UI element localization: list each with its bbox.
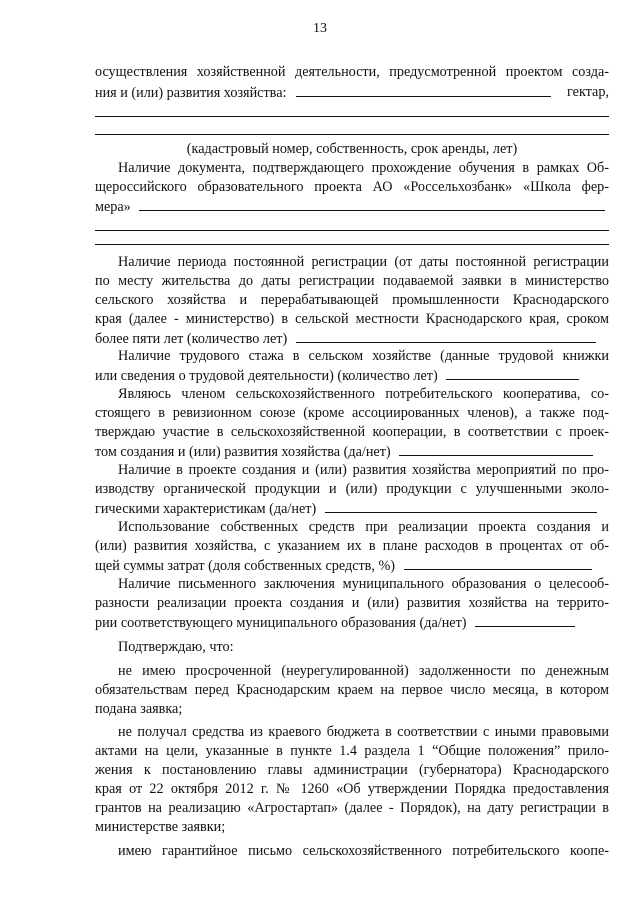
land-details-field-1[interactable] bbox=[95, 116, 609, 117]
no-funds-line-6: министерстве заявки; bbox=[95, 819, 226, 835]
organic-answer-field[interactable] bbox=[325, 498, 597, 513]
registration-text-line-3: сельского хозяйства и перерабатывающей промышленности Краснодарского bbox=[95, 292, 609, 308]
land-text-label: ния и (или) развития хозяйства: bbox=[95, 85, 287, 101]
confirm-heading: Подтверждаю, что: bbox=[118, 639, 234, 655]
registration-text-line-5 bbox=[95, 328, 609, 348]
own-funds-text-line-2: (или) развития хозяйства, с указанием их в плане расходов в процентах от об- bbox=[95, 538, 609, 554]
no-funds-line-5: грантов на реализацию «Агростартап» (далее - Порядок), на дату регистрации в bbox=[95, 800, 609, 816]
experience-text-label: или сведения о трудовой деятельности) (количество лет) bbox=[95, 368, 438, 384]
registration-years-field[interactable] bbox=[296, 328, 596, 343]
organic-text-line-1: Наличие в проекте создания и (или) развития хозяйства мероприятий по про- bbox=[118, 462, 609, 478]
own-funds-text-line-1: Использование собственных средств при реализации проекта создания и bbox=[118, 519, 609, 535]
cooperative-text-line-1: Являюсь членом сельскохозяйственного потребительского кооператива, со- bbox=[118, 386, 609, 402]
land-unit-label: гектар, bbox=[567, 84, 609, 100]
training-text-line-2: щероссийского образовательного проекта АО «Россельхозбанк» «Школа фер- bbox=[95, 179, 609, 195]
organic-text-label: гическими характеристикам (да/нет) bbox=[95, 501, 317, 517]
training-document-field[interactable] bbox=[139, 196, 605, 211]
organic-text-line-3 bbox=[95, 498, 609, 518]
land-details-caption: (кадастровый номер, собственность, срок аренды, лет) bbox=[186, 141, 518, 157]
guarantee-letter-line-1: имею гарантийное письмо сельскохозяйственного потребительского коопе- bbox=[118, 843, 609, 859]
registration-text-label: более пяти лет (количество лет) bbox=[95, 331, 288, 347]
experience-text-line-1: Наличие трудового стажа в сельском хозяйстве (данные трудовой книжки bbox=[118, 348, 609, 364]
experience-years-field[interactable] bbox=[446, 365, 579, 380]
cooperative-text-line-3: тверждаю участие в сельскохозяйственной кооперации, в соответствии с проек- bbox=[95, 424, 609, 440]
municipal-text-line-3 bbox=[95, 612, 609, 632]
no-funds-line-2: актами на цели, указанные в пункте 1.4 раздела 1 “Общие положения” прило- bbox=[95, 743, 609, 759]
page-number: 13 bbox=[313, 21, 327, 36]
no-funds-line-4: края от 22 октября 2012 г. № 1260 «Об утверждении Порядка предоставления bbox=[95, 781, 609, 797]
no-debt-line-1: не имею просроченной (неурегулированной) задолженности по денежным bbox=[118, 663, 609, 679]
land-details-field-2[interactable] bbox=[95, 134, 609, 135]
land-text-line-2 bbox=[95, 82, 609, 102]
municipal-text-label: рии соответствующего муниципального образования (да/нет) bbox=[95, 615, 467, 631]
no-debt-line-2: обязательствам перед Краснодарским краем на первое число месяца, в котором bbox=[95, 682, 609, 698]
cooperative-answer-field[interactable] bbox=[399, 441, 593, 456]
registration-text-line-2: по месту жительства до даты регистрации подаваемой заявки в министерство bbox=[95, 273, 609, 289]
municipal-text-line-2: разности реализации проекта создания и (или) развития хозяйства на террито- bbox=[95, 595, 609, 611]
no-funds-line-1: не получал средства из краевого бюджета в соответствии с иными правовыми bbox=[118, 724, 609, 740]
experience-text-line-2 bbox=[95, 365, 609, 385]
organic-text-line-2: изводству органической продукции и (или) продукции с улучшенными эколо- bbox=[95, 481, 609, 497]
cooperative-text-label: том создания и (или) развития хозяйства (да/нет) bbox=[95, 444, 391, 460]
registration-text-line-1: Наличие периода постоянной регистрации (от даты постоянной регистрации bbox=[118, 254, 609, 270]
own-funds-text-label: щей суммы затрат (доля собственных средств, %) bbox=[95, 558, 396, 574]
own-funds-percent-field[interactable] bbox=[404, 555, 592, 570]
land-text-line-1: осуществления хозяйственной деятельности, предусмотренной проектом созда- bbox=[95, 64, 609, 80]
training-text-label: мера» bbox=[95, 199, 131, 215]
training-document-field-3[interactable] bbox=[95, 244, 609, 245]
training-document-field-2[interactable] bbox=[95, 230, 609, 231]
no-funds-line-3: жения к постановлению главы администрации (губернатора) Краснодарского bbox=[95, 762, 609, 778]
training-text-line-3 bbox=[95, 196, 609, 216]
registration-text-line-4: края (далее - министерство) в сельской местности Краснодарского края, сроком bbox=[95, 311, 609, 327]
municipal-answer-field[interactable] bbox=[475, 612, 575, 627]
municipal-text-line-1: Наличие письменного заключения муниципального образования о целесооб- bbox=[118, 576, 609, 592]
cooperative-text-line-4 bbox=[95, 441, 609, 461]
land-area-field[interactable] bbox=[296, 82, 551, 97]
training-text-line-1: Наличие документа, подтверждающего прохождение обучения в рамках Об- bbox=[118, 160, 609, 176]
own-funds-text-line-3 bbox=[95, 555, 609, 575]
cooperative-text-line-2: стоящего в ревизионном союзе (кроме ассоциированных членов), а также под- bbox=[95, 405, 609, 421]
no-debt-line-3: подана заявка; bbox=[95, 701, 183, 717]
